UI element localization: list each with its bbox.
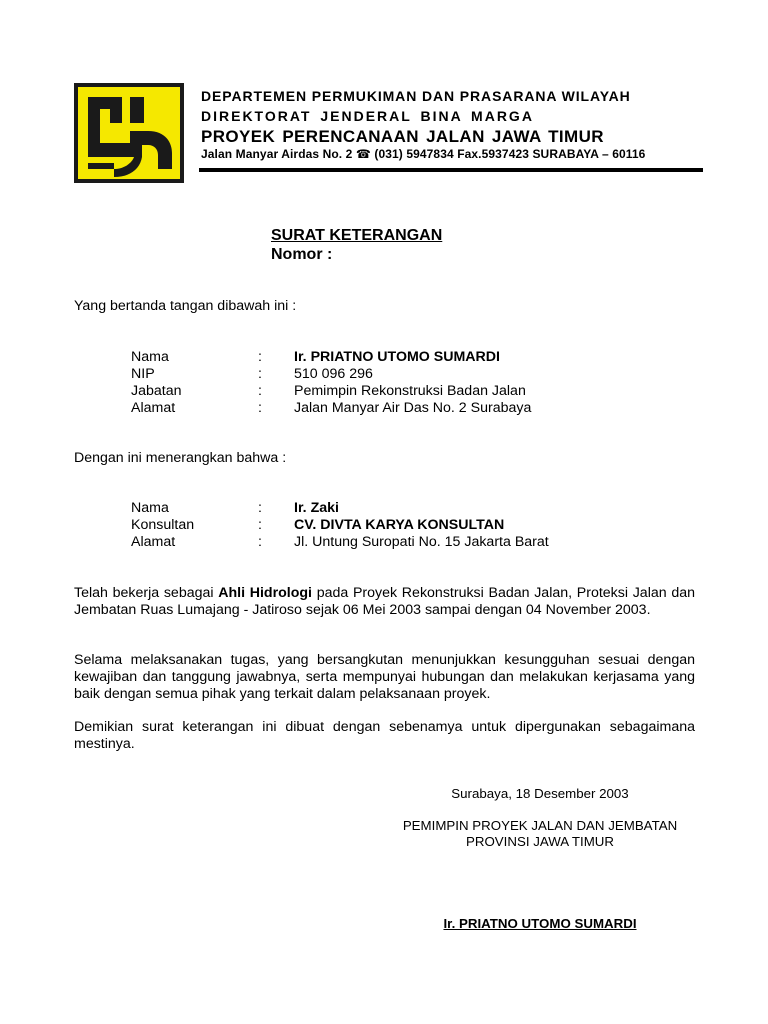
employment-role: Ahli Hidrologi — [218, 585, 312, 601]
performance-paragraph: Selama melaksanakan tugas, yang bersangkutan menunjukkan kesungguhan sesuai dengan kewajiban dan tanggung jawabnya, serta mempunyai hubungan dan melakukan kerjasama yang baik dengan semua pihak yang terkait dalam pelaksanaan proyek. — [74, 652, 695, 702]
colon: : — [258, 500, 262, 516]
subject-address-label: Alamat — [131, 534, 176, 550]
subject-name: Ir. Zaki — [294, 500, 339, 516]
signer-position-line2: PROVINSI JAWA TIMUR — [465, 834, 614, 849]
signatory-position-label: Jabatan — [131, 383, 182, 399]
employment-text-start: Telah bekerja sebagai — [74, 585, 214, 601]
letterhead-divider — [199, 168, 703, 172]
document-number-label: Nomor : — [271, 246, 333, 263]
address-street: Jalan Manyar Airdas No. 2 — [201, 147, 353, 161]
letterhead-address — [201, 147, 645, 161]
signer-name-line — [380, 916, 700, 931]
department-name: DEPARTEMEN PERMUKIMAN DAN PRASARANA WILAYAH — [201, 88, 631, 104]
colon: : — [258, 383, 262, 399]
colon: : — [258, 534, 262, 550]
employment-paragraph — [74, 585, 695, 619]
signatory-nip-label: NIP — [131, 366, 155, 382]
closing-paragraph: Demikian surat keterangan ini dibuat dengan sebenamya untuk dipergunakan sebagaimana mestinya. — [74, 719, 695, 752]
signatory-position: Pemimpin Rekonstruksi Badan Jalan — [294, 383, 526, 399]
signatory-name-label: Nama — [131, 349, 169, 365]
signatory-address: Jalan Manyar Air Das No. 2 Surabaya — [294, 400, 532, 416]
directorate-name: DIREKTORAT JENDERAL BINA MARGA — [201, 108, 534, 124]
subject-consultant: CV. DIVTA KARYA KONSULTAN — [294, 517, 505, 533]
colon: : — [258, 366, 262, 382]
signer-name: Ir. PRIATNO UTOMO SUMARDI — [443, 916, 637, 931]
statement-text: Dengan ini menerangkan bahwa : — [74, 450, 287, 466]
subject-address: Jl. Untung Suropati No. 15 Jakarta Barat — [294, 534, 549, 550]
telephone-icon: ☎ — [355, 147, 371, 161]
employment-text-end: pada Proyek Rekonstruksi Badan Jalan, Proteksi Jalan dan Jembatan Ruas Lumajang - Jatiroso sejak 06 Mei 2003 sampai dengan 04 November 2003. — [74, 585, 695, 618]
place-date: Surabaya, 18 Desember 2003 — [451, 786, 629, 801]
subject-consultant-label: Konsultan — [131, 517, 195, 533]
colon: : — [258, 517, 262, 533]
subject-name-label: Nama — [131, 500, 169, 516]
signer-position-line1: PEMIMPIN PROYEK JALAN DAN JEMBATAN — [402, 818, 678, 833]
signatory-name: Ir. PRIATNO UTOMO SUMARDI — [294, 349, 500, 365]
project-name: PROYEK PERENCANAAN JALAN JAWA TIMUR — [201, 127, 604, 146]
colon: : — [258, 400, 262, 416]
signatory-nip: 510 096 296 — [294, 366, 373, 382]
ministry-logo — [74, 83, 184, 183]
signatory-address-label: Alamat — [131, 400, 176, 416]
intro-text: Yang bertanda tangan dibawah ini : — [74, 298, 297, 314]
colon: : — [258, 349, 262, 365]
document-title: SURAT KETERANGAN — [271, 227, 443, 244]
address-contact: (031) 5947834 Fax.5937423 SURABAYA – 60116 — [374, 147, 646, 161]
